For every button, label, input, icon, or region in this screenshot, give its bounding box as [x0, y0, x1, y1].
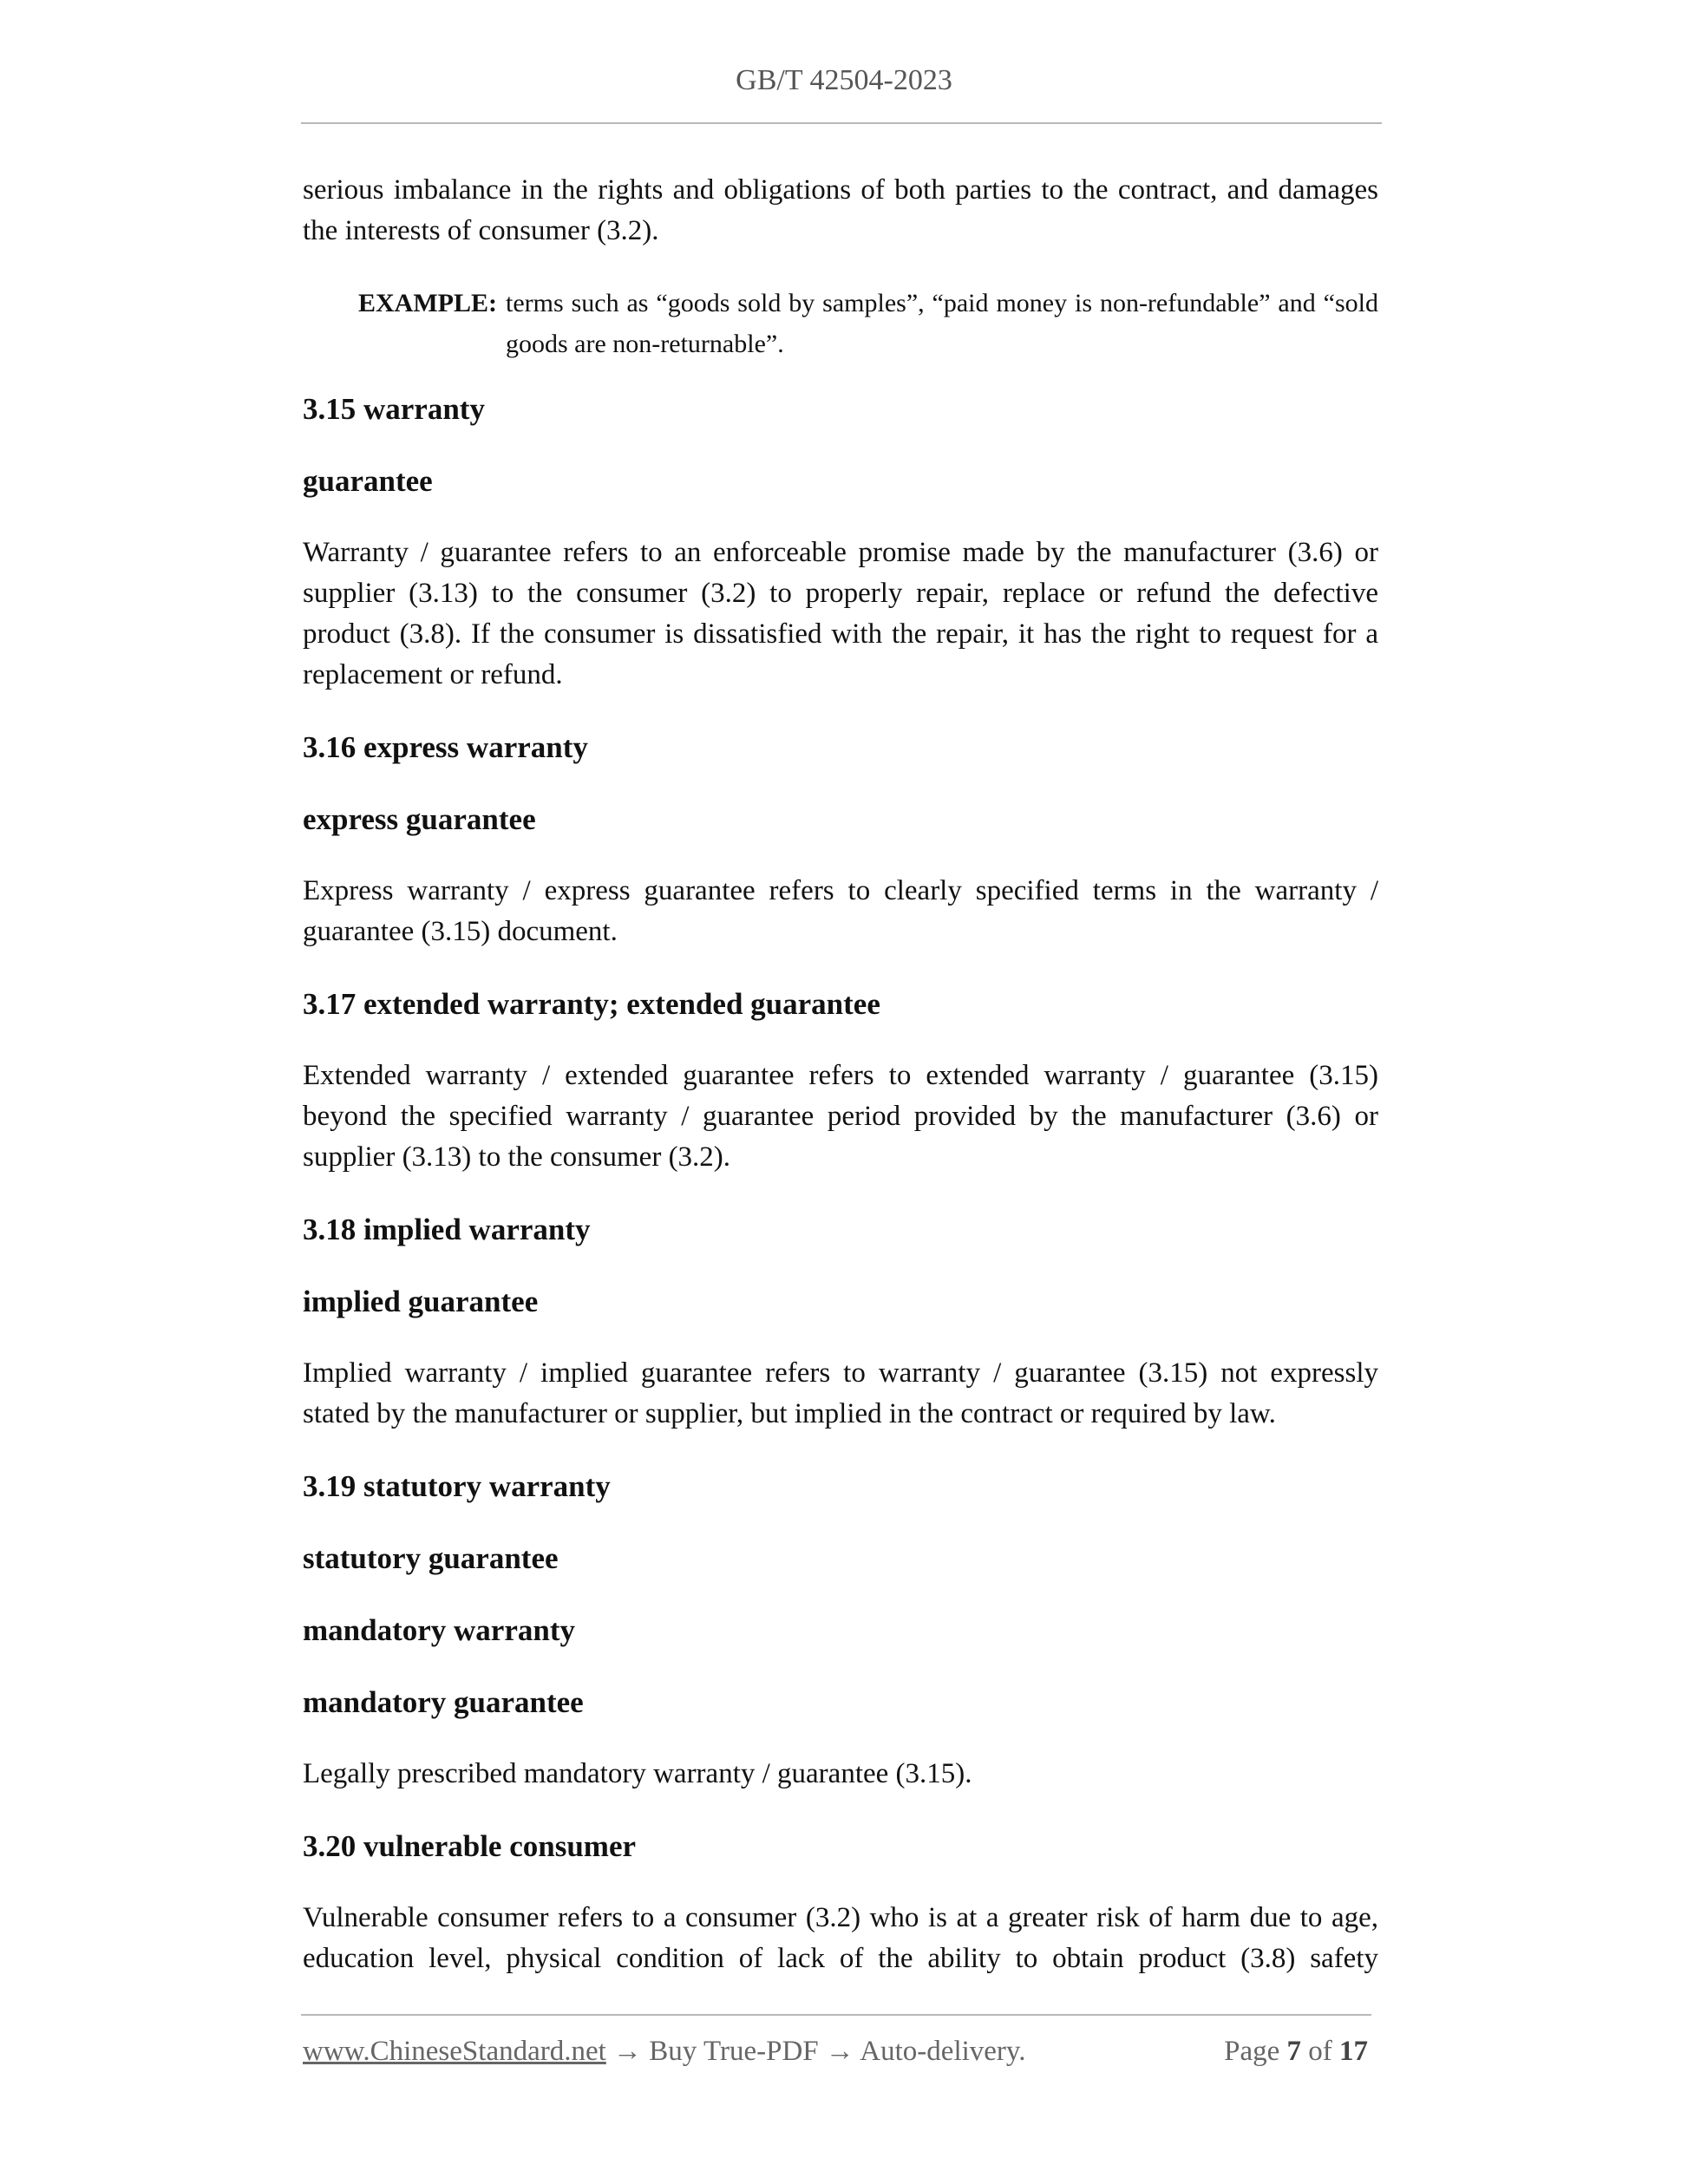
example-label: EXAMPLE: [358, 289, 497, 317]
footer-divider [301, 2014, 1371, 2016]
term-heading-3-20: 3.20 vulnerable consumer [303, 1829, 637, 1863]
page-header: GB/T 42504-2023 [736, 64, 952, 96]
example-note [358, 283, 1378, 364]
definition-3-17: Extended warranty / extended guarantee refers to extended warranty / guarantee (3.15) beyond the specified warranty / guarantee period provided by the manufacturer (3.6) or supplier (3.13) to the consumer (3.2). [303, 1060, 1378, 1173]
term-heading-3-17: 3.17 extended warranty; extended guarantee [303, 987, 880, 1021]
term-alt-3-19-mandatory-warranty: mandatory warranty [303, 1613, 575, 1647]
header-divider [301, 122, 1382, 124]
term-heading-3-16: 3.16 express warranty [303, 730, 588, 764]
term-alt-3-19-statutory-guarantee: statutory guarantee [303, 1541, 559, 1575]
term-alt-3-15: guarantee [303, 464, 433, 498]
intro-paragraph: serious imbalance in the rights and obligations of both parties to the contract, and damages the interests of consumer (3.2). [303, 174, 1378, 246]
definition-3-18: Implied warranty / implied guarantee refers to warranty / guarantee (3.15) not expressly stated by the manufacturer or supplier, but implied in the contract or required by law. [303, 1357, 1378, 1429]
page-total: 17 [1339, 2036, 1368, 2067]
example-text: terms such as “goods sold by samples”, “paid money is non-refundable” and “sold goods are non-returnable”. [506, 289, 1378, 358]
footer-promo [303, 2031, 1026, 2072]
term-heading-3-18: 3.18 implied warranty [303, 1213, 591, 1246]
footer-promo-text: → Buy True-PDF → Auto-delivery. [605, 2036, 1026, 2067]
definition-3-20: Vulnerable consumer refers to a consumer (3.2) who is at a greater risk of harm due to age, education level, physical condition of lack of the ability to obtain product (3.8) safety [303, 1902, 1378, 1974]
document-body [303, 170, 1378, 2011]
definition-3-16: Express warranty / express guarantee refers to clearly specified terms in the warranty / guarantee (3.15) document. [303, 875, 1378, 947]
website-link[interactable]: www.ChineseStandard.net [303, 2036, 606, 2067]
term-alt-3-19-mandatory-guarantee: mandatory guarantee [303, 1685, 584, 1719]
term-heading-3-19: 3.19 statutory warranty [303, 1469, 611, 1503]
term-alt-3-16: express guarantee [303, 802, 536, 836]
page-current: 7 [1286, 2036, 1301, 2067]
definition-3-15: Warranty / guarantee refers to an enforceable promise made by the manufacturer (3.6) or supplier (3.13) to the consumer (3.2) to properly repair, replace or refund the defective product (3.8). If the consumer is dissatisfied with the repair, it has the right to request for a replacement or refund. [303, 537, 1378, 690]
term-heading-3-15: 3.15 warranty [303, 392, 485, 426]
page-of: of [1301, 2036, 1339, 2067]
page-label: Page [1224, 2036, 1287, 2067]
page-number [1224, 2031, 1368, 2072]
term-alt-3-18: implied guarantee [303, 1285, 539, 1318]
definition-3-19: Legally prescribed mandatory warranty / guarantee (3.15). [303, 1758, 972, 1789]
